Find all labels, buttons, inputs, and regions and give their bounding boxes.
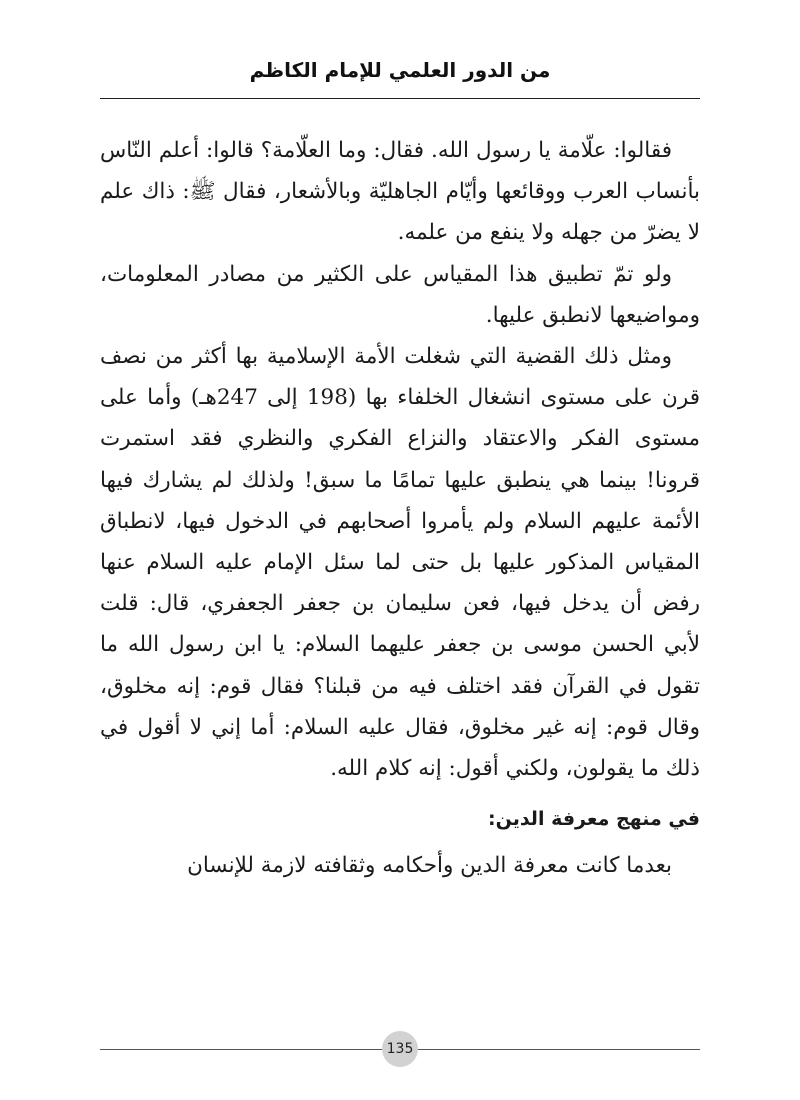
header-divider [100, 98, 700, 99]
footer-divider-left [100, 1049, 382, 1050]
paragraph: بعدما كانت معرفة الدين وأحكامه وثقافته لازمة للإنسان [187, 853, 672, 879]
page-number-badge: 135 [382, 1031, 418, 1067]
paragraph: ومثل ذلك القضية التي شغلت الأمة الإسلامية بها أكثر من نصف قرن على مستوى انشغال الخلفاء بها (198 إلى 247هـ) وأما على مستوى الفكر والاعتقاد والنزاع الفكري والنظري فقد استمرت قرونا! بينما هي ينطبق عليها تمامًا ما سبق! ولذلك لم يشارك فيها الأئمة عليهم السلام ولم يأمروا أصحابهم في الدخول فيها، لانطباق المقياس المذكور عليها بل حتى لما سئل الإمام عليه السلام عنها رفض أن يدخل فيها، فعن سليمان بن جعفر الجعفري، قال: قلت لأبي الحسن موسى بن جعفر عليهما السلام: يا ابن رسول الله ما تقول في القرآن فقد اختلف فيه من قبلنا؟ فقال قوم: إنه مخلوق، وقال قوم: إنه غير مخلوق، فقال عليه السلام: أما إني لا أقول في ذلك ما يقولون، ولكني أقول: إنه كلام الله. [100, 344, 700, 782]
paragraph: ولو تمّ تطبيق هذا المقياس على الكثير من مصادر المعلومات، ومواضيعها لانطبق عليها. [100, 261, 700, 328]
page-body [100, 130, 700, 886]
section-heading: في منهج معرفة الدين: [488, 808, 700, 831]
paragraph: فقالوا: علّامة يا رسول الله. فقال: وما العلّامة؟ قالوا: أعلم النّاس بأنساب العرب ووقائعها وأيّام الجاهليّة وبالأشعار، فقال ﷺ: ذاك علم لا يضرّ من جهله ولا ينفع من علمه. [100, 138, 700, 246]
running-header: من الدور العلمي للإمام الكاظم [249, 58, 551, 82]
footer-divider-right [418, 1049, 700, 1050]
